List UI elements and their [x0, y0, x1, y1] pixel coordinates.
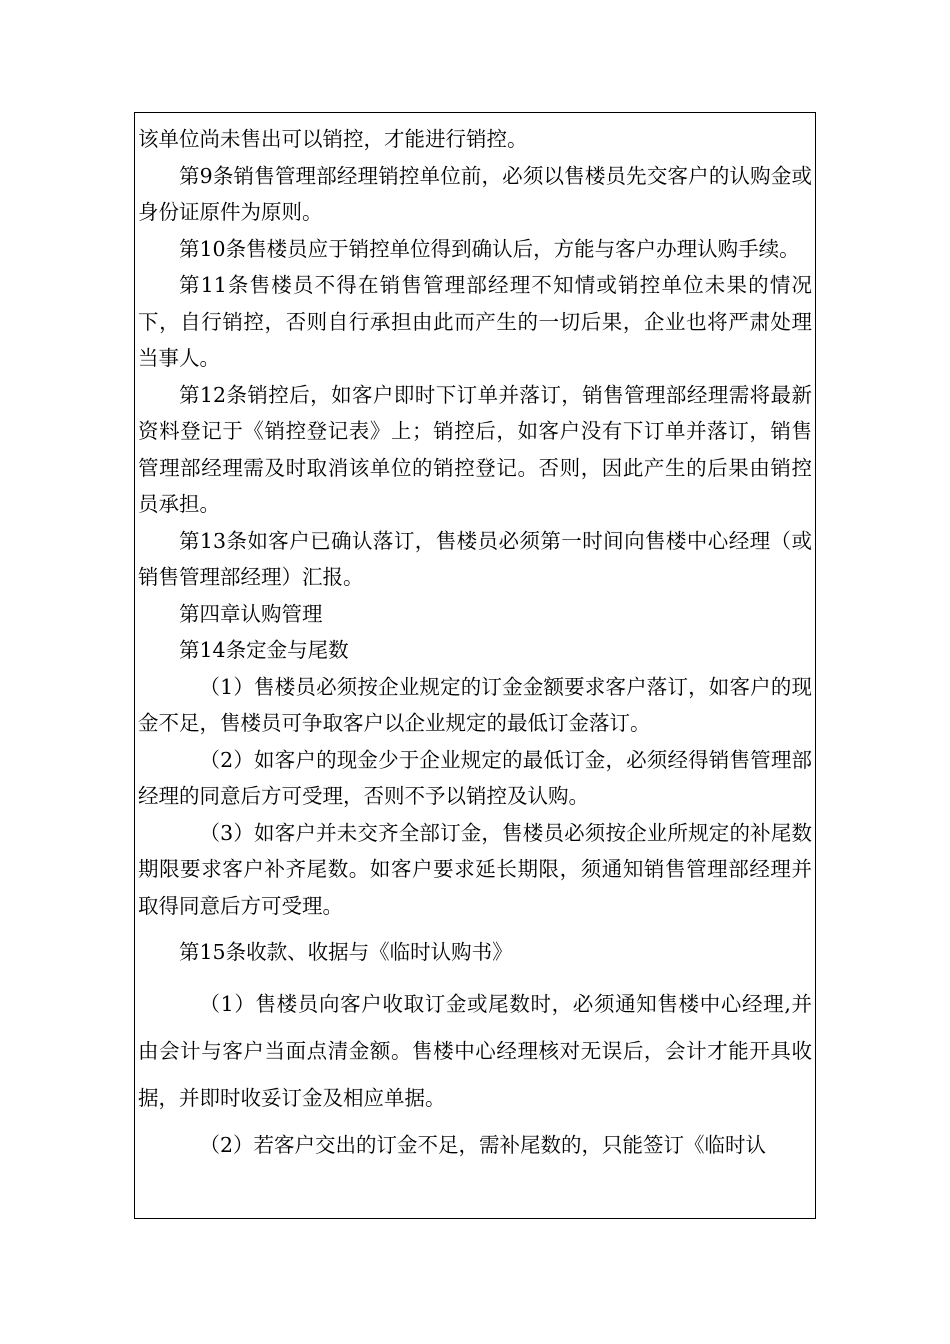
document-body	[138, 121, 812, 1169]
paragraph: 该单位尚未售出可以销控，才能进行销控。	[138, 127, 528, 151]
section-spacer	[138, 924, 812, 934]
article-10: 第10条售楼员应于销控单位得到确认后，方能与客户办理认购手续。	[179, 236, 800, 261]
article-15-item-1: （1）售楼员向客户收取订金或尾数时，必须通知售楼中心经理,并由会计与客户当面点清金额。售楼中心经理核对无误后，会计才能开具收据，并即时收妥订金及相应单据。	[138, 991, 812, 1110]
document-frame	[134, 112, 816, 1219]
article-9: 第9条销售管理部经理销控单位前，必须以售楼员先交客户的认购金或身份证原件为原则。	[138, 163, 812, 224]
article-15-heading: 第15条收款、收据与《临时认购书》	[179, 940, 513, 964]
article-13: 第13条如客户已确认落订，售楼员必须第一时间向售楼中心经理（或销售管理部经理）汇报。	[138, 528, 812, 589]
article-14-heading: 第14条定金与尾数	[179, 638, 349, 662]
article-12: 第12条销控后，如客户即时下订单并落订，销售管理部经理需将最新资料登记于《销控登记表》上；销控后，如客户没有下订单并落订，销售管理部经理需及时取消该单位的销控登记。否则，因此产生的后果由销控员承担。	[138, 382, 812, 516]
section-spacer	[138, 971, 812, 981]
article-14-item-1: （1）售楼员必须按企业规定的订金金额要求客户落订，如客户的现金不足，售楼员可争取客户以企业规定的最低订金落订。	[138, 674, 812, 735]
article-11: 第11条售楼员不得在销售管理部经理不知情或销控单位未果的情况下，自行销控，否则自行承担由此而产生的一切后果，企业也将严肃处理当事人。	[138, 273, 812, 370]
article-14-item-3: （3）如客户并未交齐全部订金，售楼员必须按企业所规定的补尾数期限要求客户补齐尾数。如客户要求延长期限，须通知销售管理部经理并取得同意后方可受理。	[138, 820, 812, 918]
article-14-item-2: （2）如客户的现金少于企业规定的最低订金，必须经得销售管理部经理的同意后方可受理，否则不予以销控及认购。	[138, 747, 812, 808]
article-15-item-2: （2）若客户交出的订金不足，需补尾数的，只能签订《临时认	[199, 1132, 767, 1157]
chapter-heading: 第四章认购管理	[179, 601, 323, 626]
